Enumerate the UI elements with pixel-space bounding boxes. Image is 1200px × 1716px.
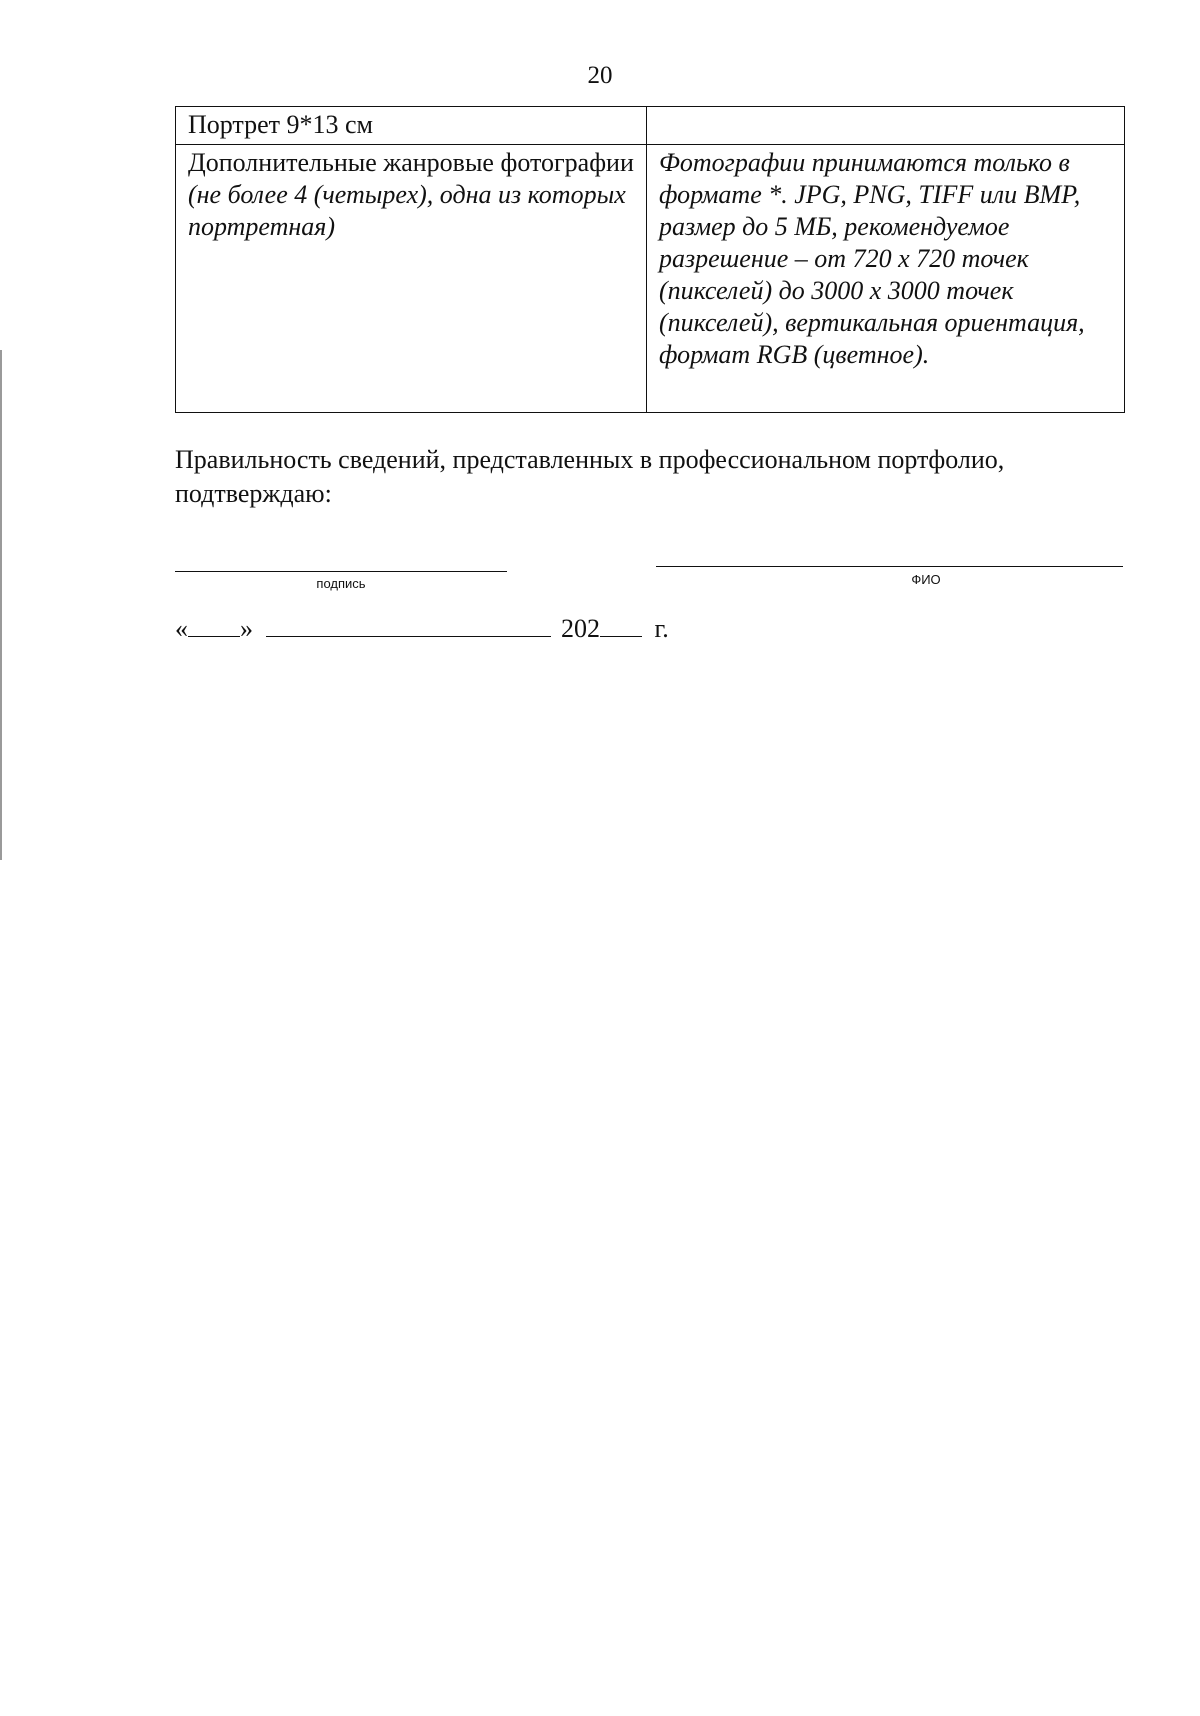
month-blank xyxy=(266,612,551,637)
genre-photos-title: Дополнительные жанровые фотографии xyxy=(188,148,634,177)
signature-label: подпись xyxy=(316,576,366,591)
year-suffix: г. xyxy=(654,614,669,643)
date-line xyxy=(175,612,669,645)
signature-line xyxy=(175,571,507,572)
confirmation-text: Правильность сведений, представленных в профессиональном портфолио, подтверждаю: xyxy=(175,445,1005,508)
genre-photos-note: (не более 4 (четырех), одна из которых портретная) xyxy=(188,180,626,241)
table-row xyxy=(176,107,1125,145)
full-name-line xyxy=(656,566,1123,567)
page-number: 20 xyxy=(587,62,613,89)
table-row xyxy=(176,145,1125,413)
table-cell-portrait-value xyxy=(647,107,1125,145)
table-cell-portrait-label: Портрет 9*13 см xyxy=(176,107,647,145)
date-close-quote: » xyxy=(240,614,253,643)
table-cell-genre-photos-label xyxy=(176,145,647,413)
day-blank xyxy=(188,612,240,637)
full-name-label: ФИО xyxy=(911,572,941,587)
scan-edge-line xyxy=(0,350,2,860)
requirements-table xyxy=(175,106,1125,413)
year-blank xyxy=(600,612,642,637)
year-prefix: 202 xyxy=(561,614,600,643)
date-open-quote: « xyxy=(175,614,188,643)
table-cell-photo-requirements: Фотографии принимаются только в формате *. JPG, PNG, TIFF или BMP, размер до 5 МБ, рекомендуемое разрешение – от 720 х 720 точек (пикселей) до 3000 х 3000 точек (пикселей), вертикальная ориентация, формат RGB (цветное). xyxy=(647,145,1125,413)
